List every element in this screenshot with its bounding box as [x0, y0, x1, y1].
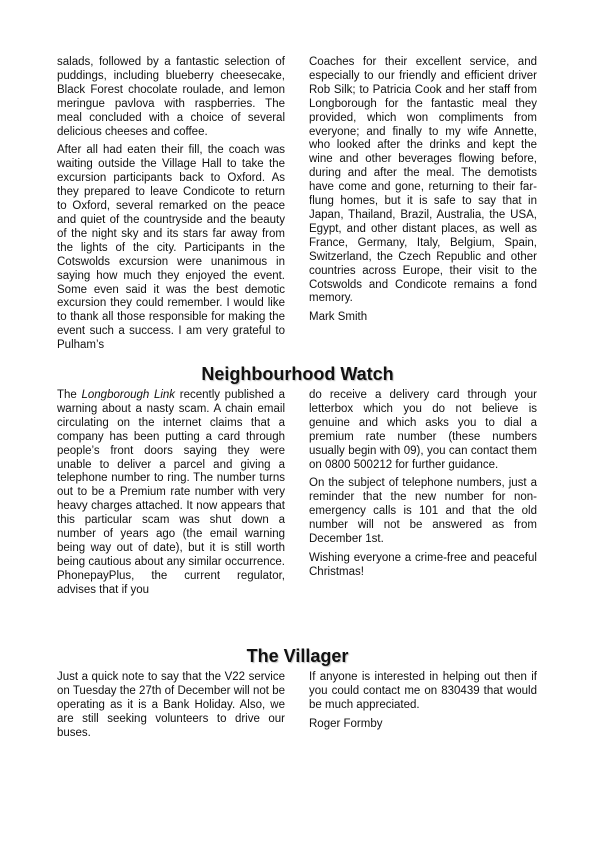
villager-heading: The Villager [246, 646, 349, 666]
article1-signature: Mark Smith [309, 311, 368, 324]
publication-title: Longborough Link [81, 389, 176, 401]
villager-paragraph: Just a quick note to say that the V22 service on Tuesday the 27th of December will not be operating as it is a Bank Holiday. Also, we are still seeking volunteers to drive our buses. [57, 671, 285, 739]
villager-paragraph: If anyone is interested in helping out then if you could contact me on 830439 that would be much appreciated. [309, 671, 537, 711]
paragraph-rest: recently published a warning about a nasty scam. A chain email circulating on the internet claims that a company has been putting a card through people’s front doors saying they were unable to deliver a parcel and giving a telephone number to ring. The number turns out to be a Premium rate number with very heavy charges attached. It now appears that this particular scam was shut down a number of years ago (the email warning being way out of date), but it is still worth being cautious about any similar occurrence. PhonepayPlus, the current regulator, advises that if you [57, 389, 285, 596]
villager-column-left [57, 671, 285, 746]
neighbourhood-watch-paragraph: do receive a delivery card through your letterbox which you do not believe is genuine and which asks you to dial a premium rate number (these numbers usually begin with 09), you can contact them on 0800 500212 for further guidance. [309, 389, 537, 471]
neighbourhood-watch-column-right [309, 389, 537, 585]
neighbourhood-watch-paragraph [57, 389, 285, 598]
article1-column-right [309, 56, 537, 330]
article1-column-left [57, 56, 285, 358]
neighbourhood-watch-column-left [57, 389, 285, 603]
article1-paragraph: Coaches for their excellent service, and especially to our friendly and efficient driver Rob Silk; to Patricia Cook and her staff from Longborough for the fantastic meal they provided, which won compliments from everyone; and finally to my wife Annette, who looked after the drinks and kept the wine and other beverages flowing before, during and after the meal. The demotists have come and gone, returning to their far-flung homes, but it is safe to say that in Japan, Thailand, Brazil, Australia, the USA, Egypt, and other distant places, as well as France, Germany, Italy, Belgium, Spain, Switzerland, the Czech Republic and other countries across Europe, their visit to the Cotswolds and Condicote remains a fond memory. [309, 56, 537, 305]
neighbourhood-watch-paragraph: Wishing everyone a crime-free and peaceful Christmas! [309, 551, 537, 578]
article1-paragraph: After all had eaten their fill, the coach was waiting outside the Village Hall to take the excursion participants back to Oxford. As they prepared to leave Condicote to return to Oxford, several remarked on the peace and quiet of the countryside and the beauty of the night sky and its stars far away from the lights of the city. Participants in the Cotswolds excursion were unanimous in saying how much they enjoyed the event. Some even said it was the best demotic excursion they could remember. I would like to thank all those responsible for making the event such a success. I am very grateful to Pulham’s [57, 144, 285, 352]
villager-signature: Roger Formby [309, 717, 383, 730]
paragraph-lead: The [57, 389, 82, 401]
villager-column-right [309, 671, 537, 737]
neighbourhood-watch-paragraph: On the subject of telephone numbers, just a reminder that the new number for non-emergency calls is 101 and that the old number will not be answered as from December 1st. [309, 477, 537, 546]
neighbourhood-watch-heading: Neighbourhood Watch [201, 364, 394, 384]
article1-paragraph: salads, followed by a fantastic selection of puddings, including blueberry cheesecake, Black Forest chocolate roulade, and lemon meringue pavlova with raspberries. The meal concluded with a choice of several delicious cheeses and coffee. [57, 56, 285, 138]
